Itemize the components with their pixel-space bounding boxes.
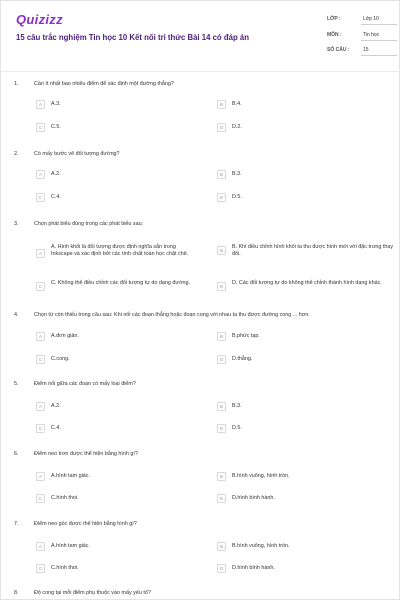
option-text: D.5. (232, 425, 242, 431)
option-text: B.4. (232, 101, 242, 107)
option-letter-box: A (36, 332, 45, 341)
option-text: B. Khi điều chỉnh hình khối ta thu được hình mới với đặc trưng thay đổi. (232, 244, 394, 257)
option-letter-box: C (36, 424, 45, 433)
option-text: B.3. (232, 403, 242, 409)
option-text: A.2. (51, 171, 61, 177)
header-divider (1, 71, 400, 72)
worksheet-title: 15 câu trắc nghiệm Tin học 10 Kết nối tri thức Bài 14 có đáp án (16, 33, 249, 42)
option-letter-box: A (36, 542, 45, 551)
option-text: D.hình bình hành. (232, 565, 275, 571)
option-letter-box: D (217, 282, 226, 291)
question-number: 5. (14, 381, 19, 387)
question-number: 7. (14, 521, 19, 527)
option-text: D.hình bình hành. (232, 495, 275, 501)
question-text: Điểm neo góc được thể hiện bằng hình gì? (34, 521, 137, 527)
option-text: B.hình vuông, hình tròn. (232, 473, 290, 479)
option-text: D. Các đối tượng tự do không thể chỉnh thành hình dạng khác. (232, 280, 382, 286)
option-text: C.hình thoi. (51, 565, 79, 571)
option-text: A.hình tam giác. (51, 543, 90, 549)
question-number: 3. (14, 221, 19, 227)
option-text: C.5. (51, 124, 61, 130)
option-letter-box: B (217, 170, 226, 179)
option-letter-box: B (217, 542, 226, 551)
meta-grade-line (361, 24, 397, 25)
option-letter-box: B (217, 402, 226, 411)
option-letter-box: D (217, 424, 226, 433)
option-letter-box: D (217, 494, 226, 503)
option-letter-box: C (36, 494, 45, 503)
option-letter-box: A (36, 402, 45, 411)
worksheet-header (1, 1, 400, 71)
question-text: Có mấy bước vẽ đối tượng đường? (34, 151, 120, 157)
question-text: Chọn từ còn thiếu trong câu sau: Khi nối các đoạn thẳng hoặc đoạn cong với nhau ta thu được đường cong ... hơn. (34, 312, 310, 318)
meta-count-value: 15 (363, 47, 369, 53)
option-text: C. Không thể điều chỉnh các đối tượng tự do dạng đường. (51, 280, 190, 286)
option-text: A.2. (51, 403, 61, 409)
question-number: 4. (14, 312, 19, 318)
option-letter-box: B (217, 246, 226, 255)
quizizz-logo: Quizizz (16, 12, 63, 27)
option-text: A. Hình khối là đối tượng được định nghĩa sẵn trong Inkscape và xác định bởi các tính chất toán học chặt chẽ. (51, 244, 189, 257)
question-number: 1. (14, 81, 19, 87)
question-text: Điểm nối giữa các đoạn có mấy loại điểm? (34, 381, 136, 387)
meta-subject-line (361, 40, 397, 41)
meta-count-line (361, 55, 397, 56)
option-text: D.thẳng. (232, 356, 253, 362)
option-text: C.hình thoi. (51, 495, 79, 501)
meta-grade-value: Lớp 10 (363, 16, 379, 22)
option-letter-box: B (217, 100, 226, 109)
question-text: Điểm neo trơn được thể hiện bằng hình gì? (34, 451, 138, 457)
meta-subject-label: MÔN : (327, 32, 342, 38)
option-text: B.3. (232, 171, 242, 177)
option-letter-box: D (217, 123, 226, 132)
question-text: Độ cong tại mỗi điểm phụ thuộc vào mấy yếu tố? (34, 590, 151, 596)
option-text: C.cong. (51, 356, 70, 362)
option-letter-box: D (217, 355, 226, 364)
option-letter-box: D (217, 564, 226, 573)
question-number: 8. (14, 590, 19, 596)
option-letter-box: C (36, 282, 45, 291)
option-letter-box: C (36, 193, 45, 202)
option-letter-box: C (36, 123, 45, 132)
meta-grade-label: LỚP : (327, 16, 341, 22)
option-letter-box: C (36, 355, 45, 364)
option-letter-box: A (36, 472, 45, 481)
option-letter-box: A (36, 170, 45, 179)
option-text: A.hình tam giác. (51, 473, 90, 479)
option-text: D.2. (232, 124, 242, 130)
question-text: Chọn phát biểu đúng trong các phát biểu sau: (34, 221, 144, 227)
option-text: C.4. (51, 425, 61, 431)
option-letter-box: D (217, 193, 226, 202)
option-letter-box: A (36, 249, 45, 258)
option-text: C.4. (51, 194, 61, 200)
option-letter-box: B (217, 332, 226, 341)
option-letter-box: C (36, 564, 45, 573)
question-number: 6. (14, 451, 19, 457)
meta-count-label: SỐ CÂU : (327, 47, 350, 53)
question-number: 2. (14, 151, 19, 157)
option-text: B.hình vuông, hình tròn. (232, 543, 290, 549)
meta-subject-value: Tin học (363, 32, 380, 38)
question-text: Cần ít nhất bao nhiêu điểm để xác định một đường thẳng? (34, 81, 174, 87)
option-text: D.5. (232, 194, 242, 200)
option-text: B.phức tạp. (232, 333, 260, 339)
option-text: A.đơn giản. (51, 333, 79, 339)
option-letter-box: A (36, 100, 45, 109)
option-letter-box: B (217, 472, 226, 481)
option-text: A.3. (51, 101, 61, 107)
